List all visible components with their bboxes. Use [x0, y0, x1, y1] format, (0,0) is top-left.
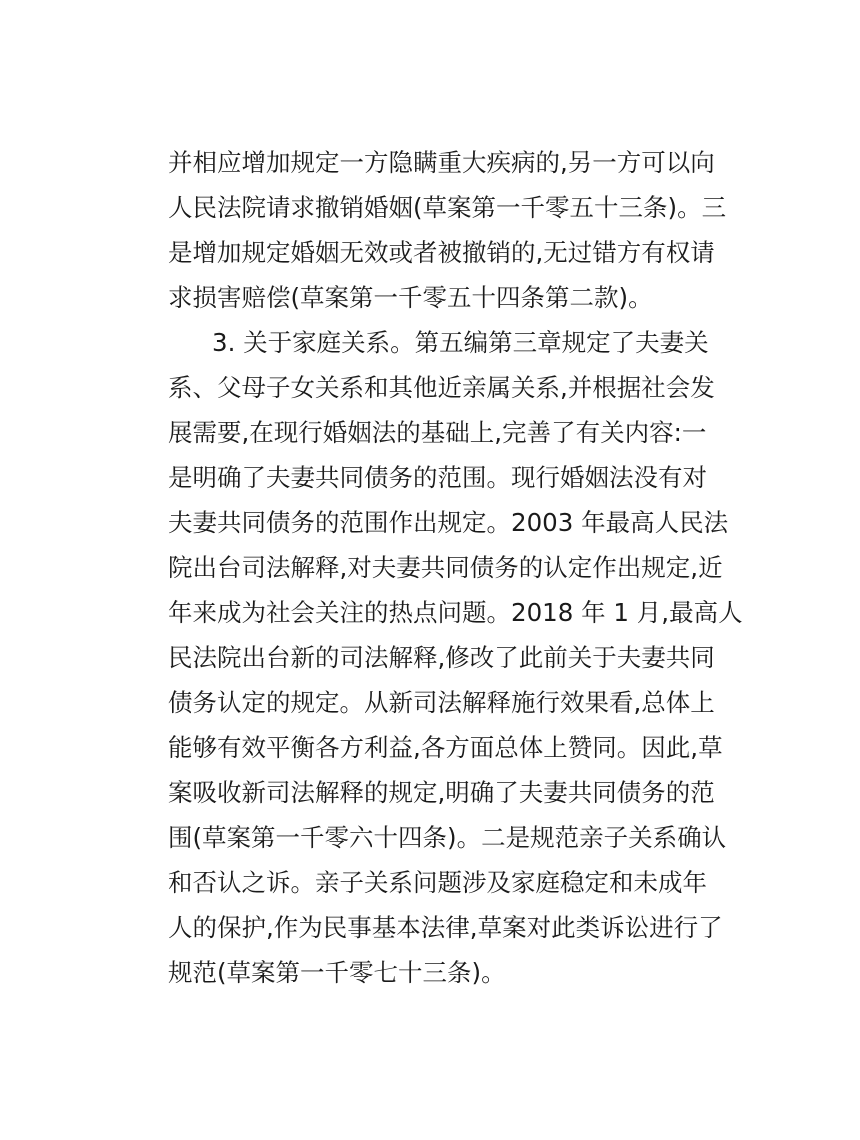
text-line: 院出台司法解释,对夫妻共同债务的认定作出规定,近: [168, 553, 723, 582]
text-line: 规范(草案第一千零七十三条)。: [168, 958, 506, 987]
text-line: 是增加规定婚姻无效或者被撤销的,无过错方有权请: [168, 238, 715, 267]
section-heading-line: 3. 关于家庭关系。第五编第三章规定了夫妻关: [212, 328, 709, 357]
text-line: 展需要,在现行婚姻法的基础上,完善了有关内容:一: [168, 418, 707, 447]
text-line: 案吸收新司法解释的规定,明确了夫妻共同债务的范: [168, 778, 715, 807]
text-line: 和否认之诉。亲子关系问题涉及家庭稳定和未成年: [168, 868, 707, 897]
text-line: 年来成为社会关注的热点问题。2018 年 1 月,最高人: [168, 598, 743, 627]
text-line: 债务认定的规定。从新司法解释施行效果看,总体上: [168, 688, 715, 717]
text-line: 并相应增加规定一方隐瞒重大疾病的,另一方可以向: [168, 148, 715, 177]
text-line: 求损害赔偿(草案第一千零五十四条第二款)。: [168, 283, 653, 312]
text-line: 是明确了夫妻共同债务的范围。现行婚姻法没有对: [168, 463, 707, 492]
text-line: 民法院出台新的司法解释,修改了此前关于夫妻共同: [168, 643, 715, 672]
body-text: [168, 140, 743, 995]
text-line: 夫妻共同债务的范围作出规定。2003 年最高人民法: [168, 508, 729, 537]
text-line: 围(草案第一千零六十四条)。二是规范亲子关系确认: [168, 823, 727, 852]
text-line: 人的保护,作为民事基本法律,草案对此类诉讼进行了: [168, 913, 723, 942]
text-line: 系、父母子女关系和其他近亲属关系,并根据社会发: [168, 373, 715, 402]
text-line: 人民法院请求撤销婚姻(草案第一千零五十三条)。三: [168, 193, 727, 222]
text-line: 能够有效平衡各方利益,各方面总体上赞同。因此,草: [168, 733, 723, 762]
